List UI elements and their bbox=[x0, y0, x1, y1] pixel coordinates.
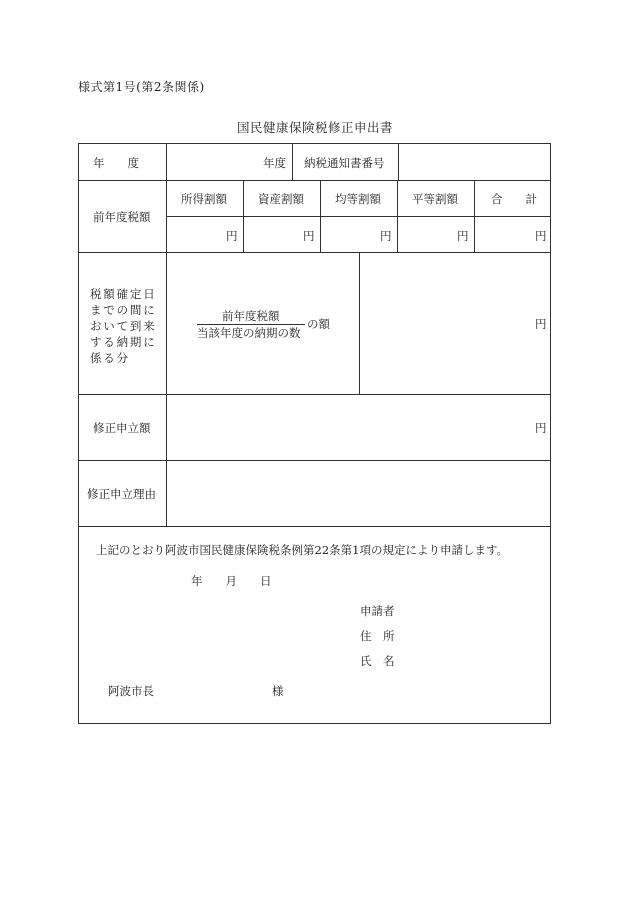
fraction-suffix: の額 bbox=[307, 317, 330, 331]
column-header-total: 合 計 bbox=[491, 192, 537, 206]
column-divider bbox=[243, 180, 244, 252]
yen-unit: 円 bbox=[535, 421, 547, 435]
column-divider bbox=[397, 180, 398, 252]
column-header-per-household: 平等割額 bbox=[412, 192, 458, 206]
fiscal-year-suffix: 年度 bbox=[263, 156, 286, 170]
yen-unit: 円 bbox=[535, 229, 547, 243]
column-divider bbox=[292, 144, 293, 180]
applicant-label: 申請者 bbox=[360, 604, 395, 618]
column-divider bbox=[398, 144, 399, 180]
amend-amount-label: 修正申立額 bbox=[93, 421, 151, 435]
prev-year-tax-label: 前年度税額 bbox=[93, 210, 151, 224]
declaration-text: 上記のとおり阿波市国民健康保険税条例第22条第1項の規定により申請します。 bbox=[96, 543, 509, 557]
column-divider bbox=[474, 180, 475, 252]
addressee-label: 阿波市長 bbox=[108, 684, 154, 698]
column-divider bbox=[359, 252, 360, 394]
period-label-line: 係る分 bbox=[90, 351, 130, 365]
column-header-assets: 資産割額 bbox=[258, 192, 304, 206]
column-header-per-capita: 均等割額 bbox=[335, 192, 381, 206]
column-header-income: 所得割額 bbox=[181, 192, 227, 206]
row-divider bbox=[79, 526, 550, 527]
yen-unit: 円 bbox=[380, 229, 392, 243]
fraction-numerator: 前年度税額 bbox=[222, 309, 280, 323]
application-form-table bbox=[78, 143, 551, 724]
column-divider bbox=[320, 180, 321, 252]
notice-number-label: 納税通知書番号 bbox=[304, 156, 385, 170]
page-title: 国民健康保険税修正申出書 bbox=[236, 120, 393, 135]
period-label-line: 税額確定日 bbox=[90, 287, 157, 301]
yen-unit: 円 bbox=[303, 229, 315, 243]
amend-reason-label: 修正申立理由 bbox=[87, 487, 156, 501]
column-divider bbox=[166, 144, 167, 526]
period-label-line: おいて到来 bbox=[90, 319, 157, 333]
row-divider bbox=[79, 180, 550, 181]
row-divider bbox=[79, 394, 550, 395]
yen-unit: 円 bbox=[226, 229, 238, 243]
period-label-line: までの間に bbox=[90, 303, 157, 317]
yen-unit: 円 bbox=[535, 317, 547, 331]
form-number: 様式第1号(第2条関係) bbox=[78, 80, 205, 94]
name-label: 氏 名 bbox=[360, 654, 395, 668]
honorific-label: 様 bbox=[272, 684, 284, 698]
row-divider bbox=[79, 460, 550, 461]
yen-unit: 円 bbox=[457, 229, 469, 243]
row-divider bbox=[79, 252, 550, 253]
fraction-denominator: 当該年度の納期の数 bbox=[197, 326, 301, 340]
row-divider bbox=[166, 216, 550, 217]
period-label-line: する納期に bbox=[90, 335, 157, 349]
declaration-date: 年 月 日 bbox=[191, 574, 272, 588]
fiscal-year-label: 年 度 bbox=[93, 156, 139, 170]
address-label: 住 所 bbox=[360, 629, 395, 643]
